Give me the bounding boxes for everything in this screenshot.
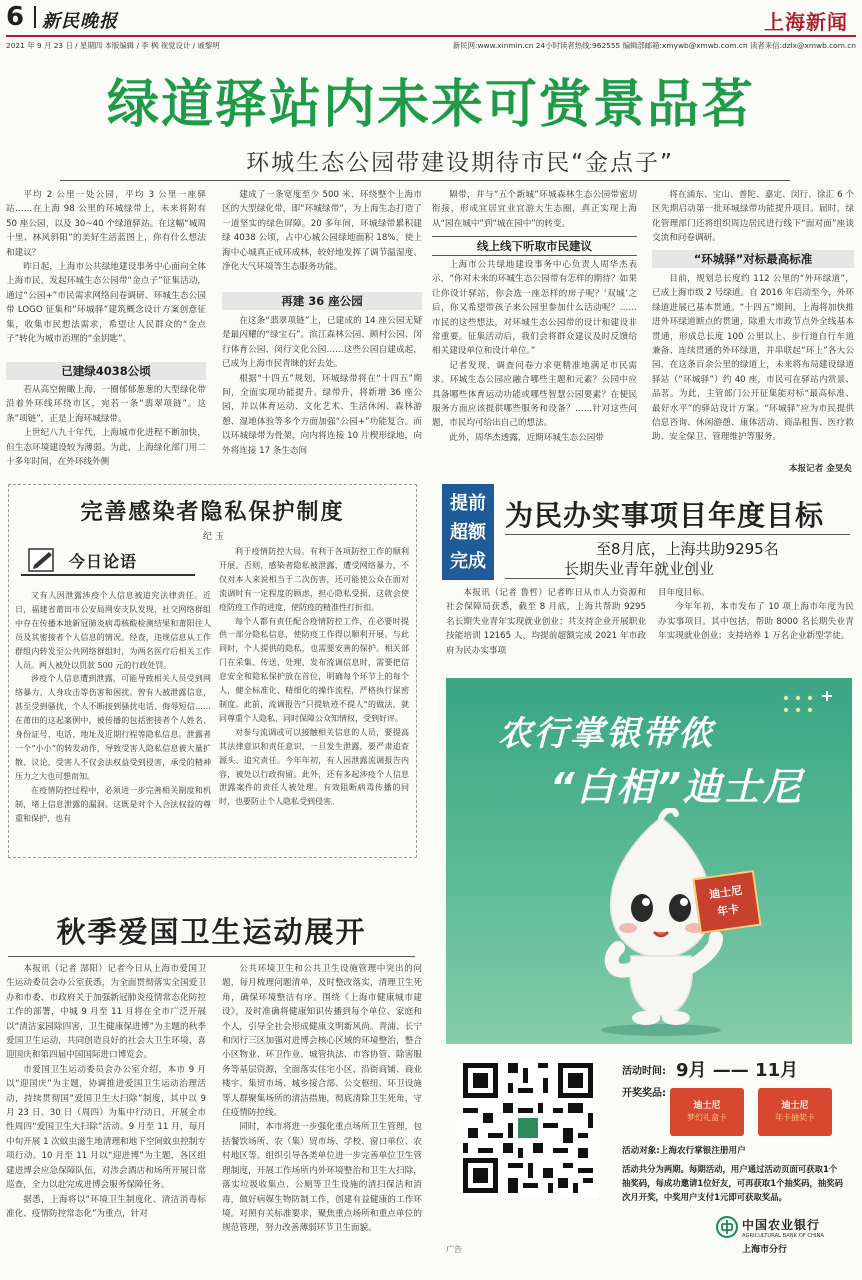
lead-column-1 — [6, 188, 206, 360]
privacy-column-2 — [219, 545, 409, 851]
lead-subheadline: 环城生态公园带建设期待市民“金点子” — [246, 150, 674, 176]
paragraph: 将在浦东、宝山、普陀、嘉定、闵行、徐汇 6 个区先期启动第一批环城绿带功能提升项目。届时，绿化管理部门还将组织周边居民进行线下“面对面”座谈交流和问卷调研。 — [652, 190, 854, 244]
early-completion-tag — [442, 484, 494, 580]
dateline — [6, 40, 856, 52]
masthead-separator — [34, 6, 36, 28]
pen-icon — [27, 547, 61, 575]
paragraph: 上海市公共绿地建设事务中心负责人周华杰表示，“你对未来的环城生态公园带有怎样的期待？如果让你设计驿站，你会选一座怎样的房子呢？‘双城’之后，你又希望带孩子来公园里参加什么活动呢？……市民的这些想法，对环城生态公园带的设计和建设非常重要。征集活动后，我们会将群众建议及时反馈给相关建设单位和设计单位。” — [432, 260, 637, 357]
paragraph: 同时，本市将进一步强化重点场所卫生管理，包括餐饮场所、农（集）贸市场、学校、窗口单位、农村地区等。组织引导各类单位进一步完善单位卫生管理制度，开展工作场所内外环境整治和卫生大扫除，落实垃圾收集点、公厕等卫生设施的清扫保洁和消毒，做好病媒生物防制工作，创建有益健康的工作环境。对照有关标准要求，聚焦重点场所和重点单位的规范管理，努力改善薄弱环节卫生面貌。 — [222, 1122, 422, 1234]
card-text: 迪士尼 — [708, 883, 743, 902]
paragraph: 每个人都有责任配合疫情防控工作，在必要时提供一部分隐私信息，使防疫工作得以顺利开展。与此同时，个人提供的隐私，也需要安善的保护。相关部门在采集、传送、处理、发布流调信息时，需要把信息安全和隐私保护放在首位，明确每个环节上的每个人，健全标准化、精细化的操作流程，严格执行保密制度。此前，流调报告“只提轨迹不提人”的做法，就同尊重个人隐私、同时保障公众知情权，受到好评。 — [219, 616, 409, 723]
lead-column-4b — [652, 272, 854, 460]
prize-card-annual-pass — [758, 1088, 832, 1136]
badge-label: 今日论语 — [69, 552, 138, 571]
section-name: 上海新闻 — [764, 10, 848, 34]
privacy-commentary-box — [8, 484, 417, 858]
paragraph: 利于疫情防控大局。有利于各项防控工作的顺利开展。否则，感染者隐私被泄露，遭受网络暴力，不仅对本人来说相当于二次伤害，还可能使公众在面对流调时有一定程度的顾虑，担心隐私受损，这就会使疫防疫工作的进度，使防疫的精准性打折扣。 — [219, 547, 409, 612]
paragraph: 今年年初，本市发布了 10 项上海市年度为民办实事项目。其中包括，帮助 8000 名长期失业青年实现就业创业；支持培养 1 万名企业新型学徒。 — [658, 602, 854, 642]
activity-time-value: 9月 —— 11月 — [676, 1060, 799, 1081]
masthead-rule — [6, 35, 856, 37]
tag-line: 超额 — [450, 522, 486, 543]
lead-subhead-4: “环城驿”对标最高标准 — [652, 250, 854, 268]
bank-name-cn: 中国农业银行 — [742, 1218, 821, 1232]
paragraph: 公共环境卫生和公共卫生设施管理中突出的问题，每月梳理问题清单，及时整改落实，清理卫生死角，确保环境整洁有序。围绕《上海市健康城市建设》，及时准确将健康知识传播到每个单位、家庭和个人，引导全社会形成健康文明新风尚。青浦、长宁和闵行三区加强对进博会核心区域的环境整治，整合小区物业、环卫作业、城管执法、市容协管、除害服务等基层资源，全面落实住宅小区、沿街商铺、商业楼宇、集贸市场、城乡接合部、公交枢纽、环卫设施等人群聚集场所的清洁措施，彻底清除卫生死角，守住疫情防控线。 — [222, 964, 422, 1119]
ad-slogan-line-2: “白相”迪士尼 — [550, 765, 803, 809]
paragraph: 在这条“翡翠项链”上，已建成的 14 座公园无疑是最闪耀的“绿宝石”。滨江森林公园、顾村公园、闵行体育公园、闵行文化公园……这些公园自建成起，已成为上海市民青睐的好去处。 — [222, 316, 422, 370]
paragraph: 记者发现，调查问卷力求更精准地满足市民需求。环城生态公园应融合哪些主题和元素？公园中应具备哪些体育运动功能或哪些智慧公园要素？在便民服务方面应该提供哪些服务和设备？……针对这些问题，市民均可给出自己的想法。 — [432, 360, 637, 429]
practical-subheadline-rule — [505, 578, 575, 579]
paragraph: 在疫情防控过程中，必须进一步完善相关制度和机制，堵上信息泄露的漏洞。这既是对个人合法权益的尊重和保护，也有 — [15, 785, 211, 823]
prize-text: 梦幻礼盒卡 — [687, 1113, 727, 1122]
paragraph: 根据“十四五”规划，环城绿带将在“十四五”期间，全面实现功能提升、绿带升，将新增 36 座公园，并以体育运动、文化艺术、生活休闲、森林游憩、湿地体验等多个方面加强“公园+”功能复合。而以环城绿带为骨架，向内将连接 10 片楔形绿地，向外将连接 17 条生态间 — [222, 373, 422, 456]
lead-subheadline-rule — [60, 180, 790, 181]
practical-column-1 — [446, 586, 646, 666]
lead-headline: 绿道驿站内未来可赏景品茗 — [106, 75, 755, 135]
masthead — [0, 0, 862, 36]
paragraph: 涉疫个人信息遭到泄露，可能导致相关人员受到网络暴力、人身攻击等伤害和困扰。曾有人被泄露信息，甚至受到骚扰，个人不断接到骚扰电话、侮辱短信……在莆田的这起案例中，被传播的包括密接者个人姓名、身份证号、电话、地址及近期行程等隐私信息。泄露者一个“小小”的转发动作，导致受害人隐私信息被大量扩散、议论，受害人不仅会法权益受到侵害，承受的精神压力之大也可想而知。 — [15, 674, 211, 781]
privacy-headline: 完善感染者隐私保护制度 — [80, 500, 345, 525]
annual-pass-card — [692, 870, 761, 934]
health-column-1 — [6, 962, 206, 1276]
lead-column-1b — [6, 383, 206, 478]
privacy-byline: 纪 玉 — [203, 532, 224, 542]
today-commentary-badge — [21, 547, 195, 579]
paragraph: 本报讯（记者 郜阳）记者今日从上海市爱国卫生运动委员会办公室获悉，为全面贯彻落实全国爱卫办和市委、市政府关于加强新冠肺炎疫情常态化防控工作的部署，中城 9 月至 11 月将在全市广泛开展以“清洁家园除四害，卫生健康保进博”为主题的秋季爱国卫生运动，共同创造良好的社会大卫生环境，喜迎国庆和第四届中国国际进口博览会。 — [6, 964, 206, 1061]
paragraph: 昨日起，上海市公共绿地建设事务中心面向全体上海市民，发起环城生态公园带“金点子”征集活动，通过“公园+”市民需求网络问卷调研、环城生态公园带 LOGO 征集和“环城驿”建筑概念设计方案创意征集，收集市民想法需求，希望让人民群众的“金点子”转化为城市治理的“金钥匙”。 — [6, 262, 206, 345]
lead-column-3 — [432, 188, 637, 233]
prize-text: 迪士尼 — [693, 1101, 721, 1111]
paragraph: 据悉，上海将以“环境卫生制度化、清洁消毒标准化、疫情防控常态化”为重点，针对 — [6, 1194, 206, 1219]
activity-target: 活动对象:上海农行掌银注册用户 — [622, 1146, 746, 1156]
ad-label: 广告 — [446, 1245, 462, 1254]
paragraph: 建成了一条宽度至少 500 米、环绕整个上海市区的大型绿化带，即“环城绿带”，为上海生态打造了一道坚实的绿色屏障。20 多年间，环城绿带累积建绿 4038 公顷，占中心城公园绿地面积 18%，使上海中心城真正成环成林，较好地发挥了调节温湿度、净化大气环境等生态服务功能。 — [222, 190, 422, 273]
activity-description: 活动共分为两期。每期活动，用户通过活动页面可获取1个抽奖码，每成功邀请1位好友，可再获取1个抽奖码，抽奖码次月开奖，中奖用户支付1元即可获取奖品。 — [622, 1164, 844, 1202]
tag-line: 提前 — [450, 493, 486, 514]
lead-column-4 — [652, 188, 854, 246]
prize-card-gift-box — [670, 1088, 744, 1136]
advertisement — [446, 678, 854, 1276]
paragraph: 平均 2 公里一处公园，平均 3 公里一座驿站……在上海 98 公里的环城绿带上，未来将附有 50 座公园，以及 30~40 个绿道驿站。在这幅“城周十里、林风斜阳”的美好生活蓝图上，你有什么想法和建议？ — [6, 190, 206, 258]
page-number: 6 — [6, 2, 25, 32]
card-text: 年卡 — [716, 902, 740, 919]
privacy-column-1 — [15, 589, 211, 851]
lead-subhead-3: 线上线下听取市民建议 — [432, 236, 637, 256]
health-column-2 — [222, 962, 422, 1276]
paragraph: 目年度目标。 — [658, 588, 710, 598]
qr-code-icon — [458, 1058, 598, 1198]
lead-subhead-1: 已建绿4038公顷 — [6, 362, 206, 380]
ad-slogan-line-1: 农行掌银带侬 — [498, 714, 714, 754]
decorative-dots-icon — [776, 688, 836, 728]
lead-column-2 — [222, 188, 422, 288]
paper-name-logo: 新民晚报 — [42, 11, 118, 32]
health-headline-rule — [8, 956, 415, 957]
paragraph: 隔带，并与“五个新城”环城森林生态公园带密切衔接，形成宜居宜业宜游大生态圈，真正实现上海从“园在城中”到“城在园中”的转变。 — [432, 190, 637, 229]
paragraph: 本报讯（记者 鲁哲）记者昨日从市人力资源和社会保障局获悉，截至 8 月底，上海共帮助 9295 名长期失业青年实现就业创业；共支持企业开展职业技能培训 12165 人，均提前超额完成 2021 年市政府为民办实事项 — [446, 588, 646, 656]
lead-author: 本报记者 金旻矣 — [788, 464, 852, 474]
prize-label: 开奖奖品: — [622, 1088, 666, 1099]
practical-headline: 为民办实事项目年度目标 — [505, 499, 825, 532]
practical-column-2 — [658, 586, 854, 666]
paragraph: 此外，周华杰透露，近期环城生态公园带 — [449, 432, 604, 443]
bank-branch: 上海市分行 — [742, 1245, 788, 1255]
tag-line: 完成 — [450, 551, 486, 572]
activity-time-label: 活动时间: — [622, 1066, 666, 1077]
prize-text: 迪士尼 — [781, 1101, 809, 1111]
practical-headline-rule — [505, 534, 850, 535]
paragraph: 若从高空俯瞰上海，一圈郁郁葱葱的大型绿化带沿着外环线环绕市区，宛若一条“翡翠项链”。这条“项链”，正是上海环城绿带。 — [6, 385, 206, 424]
prize-text: 年卡抽奖卡 — [775, 1113, 815, 1122]
paragraph: 目前，规划总长度约 112 公里的“外环绿道”，已成上海市级 2 号绿道。自 2016 年启动至今，外环绿道进展已基本贯通。“十四五”期间，上海将加快推进外环绿道断点的贯通，除重大市政节点外全线基本贯通，形成总长度 100 公里以上、步行道自行车道兼备、连续贯通的外环绿道，并串联起“环上”各大公园，在这条百余公里的绿道上，未来将布局建设绿道驿站（“环城驿”）约 40 座，市民可在驿站内赏景、品茗。为此，主管部门公开征集能对标“最高标准、最好水平”的驿站设计方案。“环城驿”应为市民提供信息咨询、休闲游憩、康体活动、商品租售、医疗救助、安全保卫、管理维护等服务。 — [652, 274, 854, 443]
paragraph: 又有人因泄露涉疫个人信息被追究法律责任。近日，福建省莆田市公安局网安支队发现，社交网络群组中存在传播本地新冠肺炎病毒核酸检测结果和莆阳往人员及其密接者个人信息的情况。经查，违规信息从工作群组内转发至公共网络群组时，为两名医疗后相关工作人员。两人被处以罚款 500 元的行政处罚。 — [15, 591, 211, 670]
lead-subhead-2: 再建 36 座公园 — [222, 292, 422, 310]
health-headline: 秋季爱国卫生运动展开 — [56, 915, 367, 949]
abc-logo-icon — [716, 1216, 738, 1238]
paragraph: 市爱国卫生运动委员会办公室介绍，本市 9 月以“迎国庆”为主题，协调推进爱国卫生运动治理活动，持续贯彻国“爱国卫生大扫除”制度，其中以 9 月 23 日、30 日（周四）为集中行动日，开展全市性周四“爱国卫生大扫除”活动。9 月至 11 月，每月中旬开展 1 次蚊虫滋生地清理和地下空间蚊虫控制专项行动。10 月至 11 月以“迎进博”为主题，各区组建进博会应急保障队伍，对涉会酒店和场所开展日常巡查，全力以赴完成进博会服务保障任务。 — [6, 1064, 206, 1191]
paragraph: 对参与流调或可以接触相关信息的人员，要提高其法律意识和责任意识，一旦发生泄露，要严肃追查源头、追究责任。今年年初，有人因泄露流调报告内容，被处以行政拘留。此外，还有多起涉疫个人信息泄露案件的责任人被处理。有效阻断病毒传播的同时，也要防止个人隐私受到侵害。 — [219, 727, 409, 807]
lead-column-2b — [222, 314, 422, 478]
bank-name-en: AGRICULTURAL BANK OF CHINA — [742, 1233, 824, 1239]
dateline-left: 2021 年 9 月 23 日 / 星期四 本版编辑 / 李 枫 视觉设计 / 戚黎明 — [6, 41, 220, 50]
practical-subheadline-1: 至8月底，上海共助9295名 — [596, 540, 779, 558]
dateline-right: 新民网:www.xinmin.cn 24小时读者热线:962555 编辑部邮箱:xmywb@xmwb.com.cn 读者来信:dzlx@xmwb.com.cn — [452, 41, 856, 50]
practical-subheadline-2: 长期失业青年就业创业 — [564, 560, 715, 578]
lead-column-3b — [432, 258, 637, 478]
ad-poster — [446, 678, 852, 1044]
paragraph: 上世纪八九十年代，上海城市化进程不断加快，但生态环境建设较为薄弱。为此，上海绿化部门用二十多年时间，在外环线外侧 — [6, 428, 206, 468]
